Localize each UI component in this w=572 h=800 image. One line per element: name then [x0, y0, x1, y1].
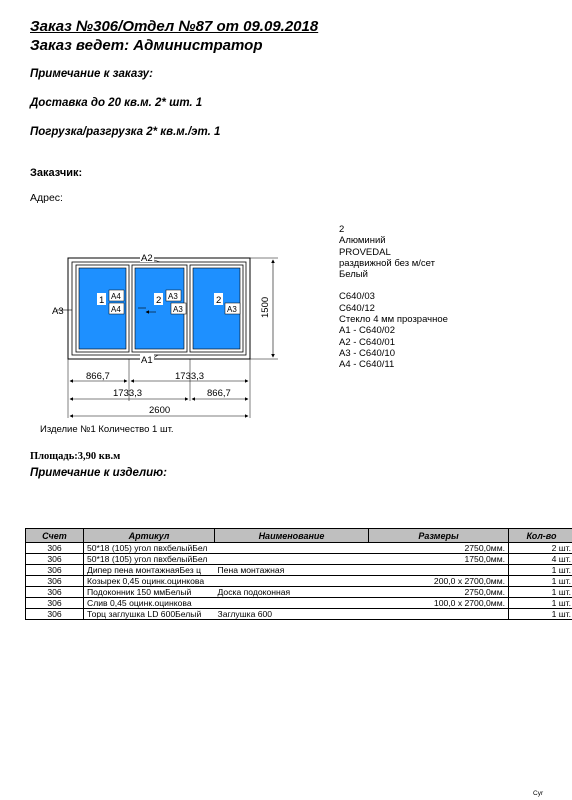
order-note-line2: Погрузка/разгрузка 2* кв.м./эт. 1: [30, 126, 221, 138]
cell-article: Дипер пена монтажнаяБез ц: [84, 565, 215, 576]
dim-total: 2600: [149, 405, 171, 416]
cell-article: 50*18 (105) угол пвхбелыйБел: [84, 543, 215, 554]
cell-name: [215, 598, 369, 609]
label-a3-left: A3: [52, 306, 64, 317]
col-qty: Кол-во: [509, 529, 572, 543]
spec-count: 2: [339, 224, 345, 235]
label-a3-right: A3: [227, 305, 237, 314]
cell-account: 306: [26, 598, 84, 609]
cell-size: 200,0 x 2700,0мм.: [369, 576, 509, 587]
cell-name: Доска подоконная: [215, 587, 369, 598]
dim-left-mid: 1733,3: [113, 388, 143, 399]
table-row: [26, 554, 572, 565]
col-size: Размеры: [369, 529, 509, 543]
spec-a1: A1 - C640/02: [339, 325, 395, 337]
spec-glass: Стекло 4 мм прозрачное: [339, 314, 448, 326]
spec-a3: A3 - C640/10: [339, 347, 395, 359]
order-title: Заказ №306/Отдел №87 от 09.09.2018: [30, 18, 319, 35]
cell-account: 306: [26, 576, 84, 587]
sash-number-2: 2: [156, 295, 162, 306]
spec-code2: C640/12: [339, 302, 375, 314]
table-row: [26, 576, 572, 587]
cell-size: 1750,0мм.: [369, 554, 509, 565]
table-row: [26, 598, 572, 609]
label-a2: A2: [141, 253, 153, 264]
dim-height: 1500: [260, 296, 271, 318]
cell-size: 2750,0мм.: [369, 543, 509, 554]
cell-qty: 1 шт.: [509, 565, 572, 576]
order-note-label: Примечание к заказу:: [30, 68, 153, 80]
label-a1: A1: [141, 355, 153, 366]
spec-block: [339, 224, 448, 371]
dim-right-top: 1733,3: [175, 371, 205, 382]
cell-size: [369, 609, 509, 620]
cell-account: 306: [26, 587, 84, 598]
cell-article: Слив 0,45 оцинк.оцинкова: [84, 598, 215, 609]
table-row: [26, 609, 572, 620]
col-account: Счет: [26, 529, 84, 543]
spec-type: раздвижной без м/сет: [339, 257, 435, 269]
cell-name: [215, 543, 369, 554]
col-article: Артикул: [84, 529, 215, 543]
col-name: Наименование: [215, 529, 369, 543]
footer-mark: Cyr: [533, 790, 544, 797]
label-a3-mid: A3: [173, 305, 183, 314]
cell-qty: 1 шт.: [509, 609, 572, 620]
order-manager: Заказ ведет: Администратор: [30, 37, 263, 54]
label-a3-sash2: A3: [168, 292, 178, 301]
cell-size: 100,0 x 2700,0мм.: [369, 598, 509, 609]
cell-qty: 1 шт.: [509, 576, 572, 587]
cell-article: Торц заглушка LD 600Белый: [84, 609, 215, 620]
cell-account: 306: [26, 565, 84, 576]
table-row: [26, 565, 572, 576]
product-area: Площадь:3,90 кв.м: [30, 451, 121, 462]
table-header-row: [26, 529, 572, 543]
cell-article: Подоконник 150 ммБелый: [84, 587, 215, 598]
label-a4-top: A4: [111, 292, 121, 301]
spec-material: Алюминий: [339, 235, 386, 247]
customer-label: Заказчик:: [30, 167, 83, 179]
cell-qty: 4 шт.: [509, 554, 572, 565]
dim-right-mid: 866,7: [207, 388, 231, 399]
spec-a4: A4 - C640/11: [339, 359, 395, 371]
cell-account: 306: [26, 543, 84, 554]
cell-name: Заглушка 600: [215, 609, 369, 620]
spec-system: PROVEDAL: [339, 246, 391, 258]
cell-account: 306: [26, 554, 84, 565]
sash-number-3: 2: [216, 295, 222, 306]
cell-name: [215, 576, 369, 587]
cell-qty: 1 шт.: [509, 598, 572, 609]
product-caption: Изделие №1 Количество 1 шт.: [40, 424, 174, 435]
cell-name: Пена монтажная: [215, 565, 369, 576]
cell-size: 2750,0мм.: [369, 587, 509, 598]
dim-left-top: 866,7: [86, 371, 110, 382]
sash-number-1: 1: [99, 295, 105, 306]
product-note-label: Примечание к изделию:: [30, 467, 167, 479]
spec-code1: C640/03: [339, 291, 375, 303]
items-table: [25, 528, 572, 620]
cell-article: 50*18 (105) угол пвхбелыйБел: [84, 554, 215, 565]
address-label: Адрес:: [30, 192, 63, 204]
table-row: [26, 543, 572, 554]
order-note-line1: Доставка до 20 кв.м. 2* шт. 1: [30, 97, 203, 109]
cell-qty: 2 шт.: [509, 543, 572, 554]
cell-article: Козырек 0,45 оцинк.оцинкова: [84, 576, 215, 587]
table-row: [26, 587, 572, 598]
spec-color: Белый: [339, 269, 368, 281]
cell-qty: 1 шт.: [509, 587, 572, 598]
cell-size: [369, 565, 509, 576]
spec-a2: A2 - C640/01: [339, 336, 395, 348]
label-a4-bottom: A4: [111, 305, 121, 314]
cell-name: [215, 554, 369, 565]
cell-account: 306: [26, 609, 84, 620]
